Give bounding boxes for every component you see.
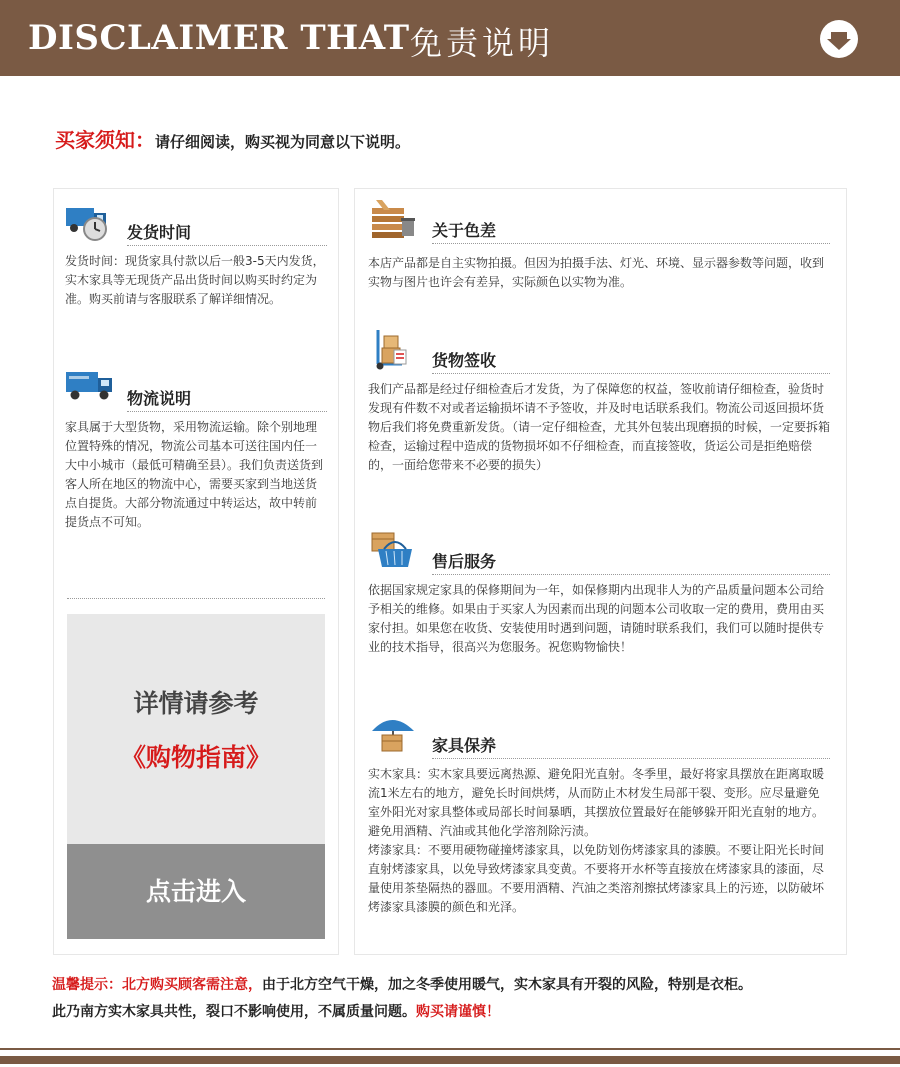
section-title: 货物签收 [432,351,497,370]
buyer-notice-text: 请仔细阅读，购买视为同意以下说明。 [155,133,411,151]
section-body: 我们产品都是经过仔细检查后才发货，为了保障您的权益，签收前请仔细检查，验货时发现有件数不对或者运输损坏请不予签收，并及时电话联系我们。物流公司返回损坏货物后我们将免费重新发货。（请一定仔细检查，尤其外包装出现磨损的时候，一定要拆箱检查，运输过程中造成的货物损坏如不仔细检查，而直接签收，货运公司是拒绝赔偿的，一面给您带来不必要的损失） [368,382,831,472]
section-body: 发货时间：现货家具付款以后一般3-5天内发货，实木家具等无现货产品出货时间以购买时约定为准。购买前请与客服联系了解详细情况。 [65,254,325,306]
section-title: 发货时间 [127,223,192,242]
care-solid-wood: 实木家具：实木家具要远离热源、避免阳光直射。冬季里，最好将家具摆放在距离取暖流1米左右的地方，避免长时间烘烤，从而防止木材发生局部干裂、变形。应尽量避免室外阳光对家具整体或局部长时间暴晒，其摆放位置最好在能够躲开阳光直射的地方。避免用酒精、汽油或其他化学溶剂除污渍。 [368,767,825,838]
section-body: 家具属于大型货物，采用物流运输。除个别地理位置特殊的情况，物流公司基本可送往国内任一大中小城市（最低可精确至县）。我们负责送货到客人所在地区的物流中心，需要买家到当地送货点自提货。大部分物流通过中转运达，故中转前提货点不可知。 [65,420,324,529]
care-lacquer: 烤漆家具：不要用硬物碰撞烤漆家具，以免防划伤烤漆家具的漆膜。不要让阳光长时间直射烤漆家具，以免导致烤漆家具变黄。不要将开水杯等直接放在烤漆家具的漆面，尽量使用茶垫隔热的器皿。不要用酒精、汽油之类溶剂擦拭烤漆家具上的污迹，以防破坏烤漆家具漆膜的颜色和光泽。 [368,843,825,914]
section-divider [432,243,830,244]
guide-line1: 详情请参考 [133,689,259,718]
header-title-en: DISCLAIMER THAT [28,18,410,58]
footer-divider-thick [0,1056,900,1064]
tip-warning: 购买请谨慎！ [416,1004,500,1020]
enter-button[interactable]: 点击进入 [67,844,325,939]
wood-paint-icon [368,198,418,240]
left-divider [67,598,325,599]
tip-label: 温馨提示： [52,977,122,993]
header-title-cn: 免责说明 [410,24,555,62]
tip-highlight: 北方购买顾客需注意， [122,977,262,993]
section-divider [127,411,327,412]
section-title: 售后服务 [432,552,497,571]
header-banner [0,0,900,76]
shopping-guide-box [67,614,325,939]
logistics-truck-icon [65,366,115,408]
section-divider [127,245,327,246]
section-divider [432,758,830,759]
section-body [368,765,830,917]
section-divider [432,373,830,374]
tip-text2: 此乃南方实木家具共性，裂口不影响使用，不属质量问题。 [52,1004,416,1020]
delivery-truck-clock-icon [65,200,115,242]
shopping-basket-box-icon [368,529,418,571]
guide-line2: 《购物指南》 [120,743,271,772]
buyer-notice [55,124,410,153]
warm-tip [52,972,752,1026]
section-body: 本店产品都是自主实物拍摄。但因为拍摄手法、灯光、环境、显示器参数等问题，收到实物与图片也许会有差异，实际颜色以实物为准。 [368,256,825,289]
section-divider [432,574,830,575]
section-title: 关于色差 [432,221,497,240]
chevron-down-icon [820,20,858,58]
section-title: 物流说明 [127,389,192,408]
buyer-notice-label: 买家须知： [55,128,155,152]
section-body: 依据国家规定家具的保修期间为一年，如保修期内出现非人为的产品质量问题本公司给予相关的维修。如果由于买家人为因素而出现的问题本公司收取一定的费用，费用由买家付担。如果您在收货、安装使用时遇到问题，请随时联系我们，我们可以随时提供专业的技术指导，很高兴为您服务。祝您购物愉快！ [368,583,825,654]
section-title: 家具保养 [432,736,497,755]
hand-truck-boxes-icon [368,328,418,370]
umbrella-box-icon [368,713,418,755]
footer-divider-thin [0,1048,900,1050]
tip-text1: 由于北方空气干燥，加之冬季使用暖气，实木家具有开裂的风险，特别是衣柜。 [262,977,752,993]
